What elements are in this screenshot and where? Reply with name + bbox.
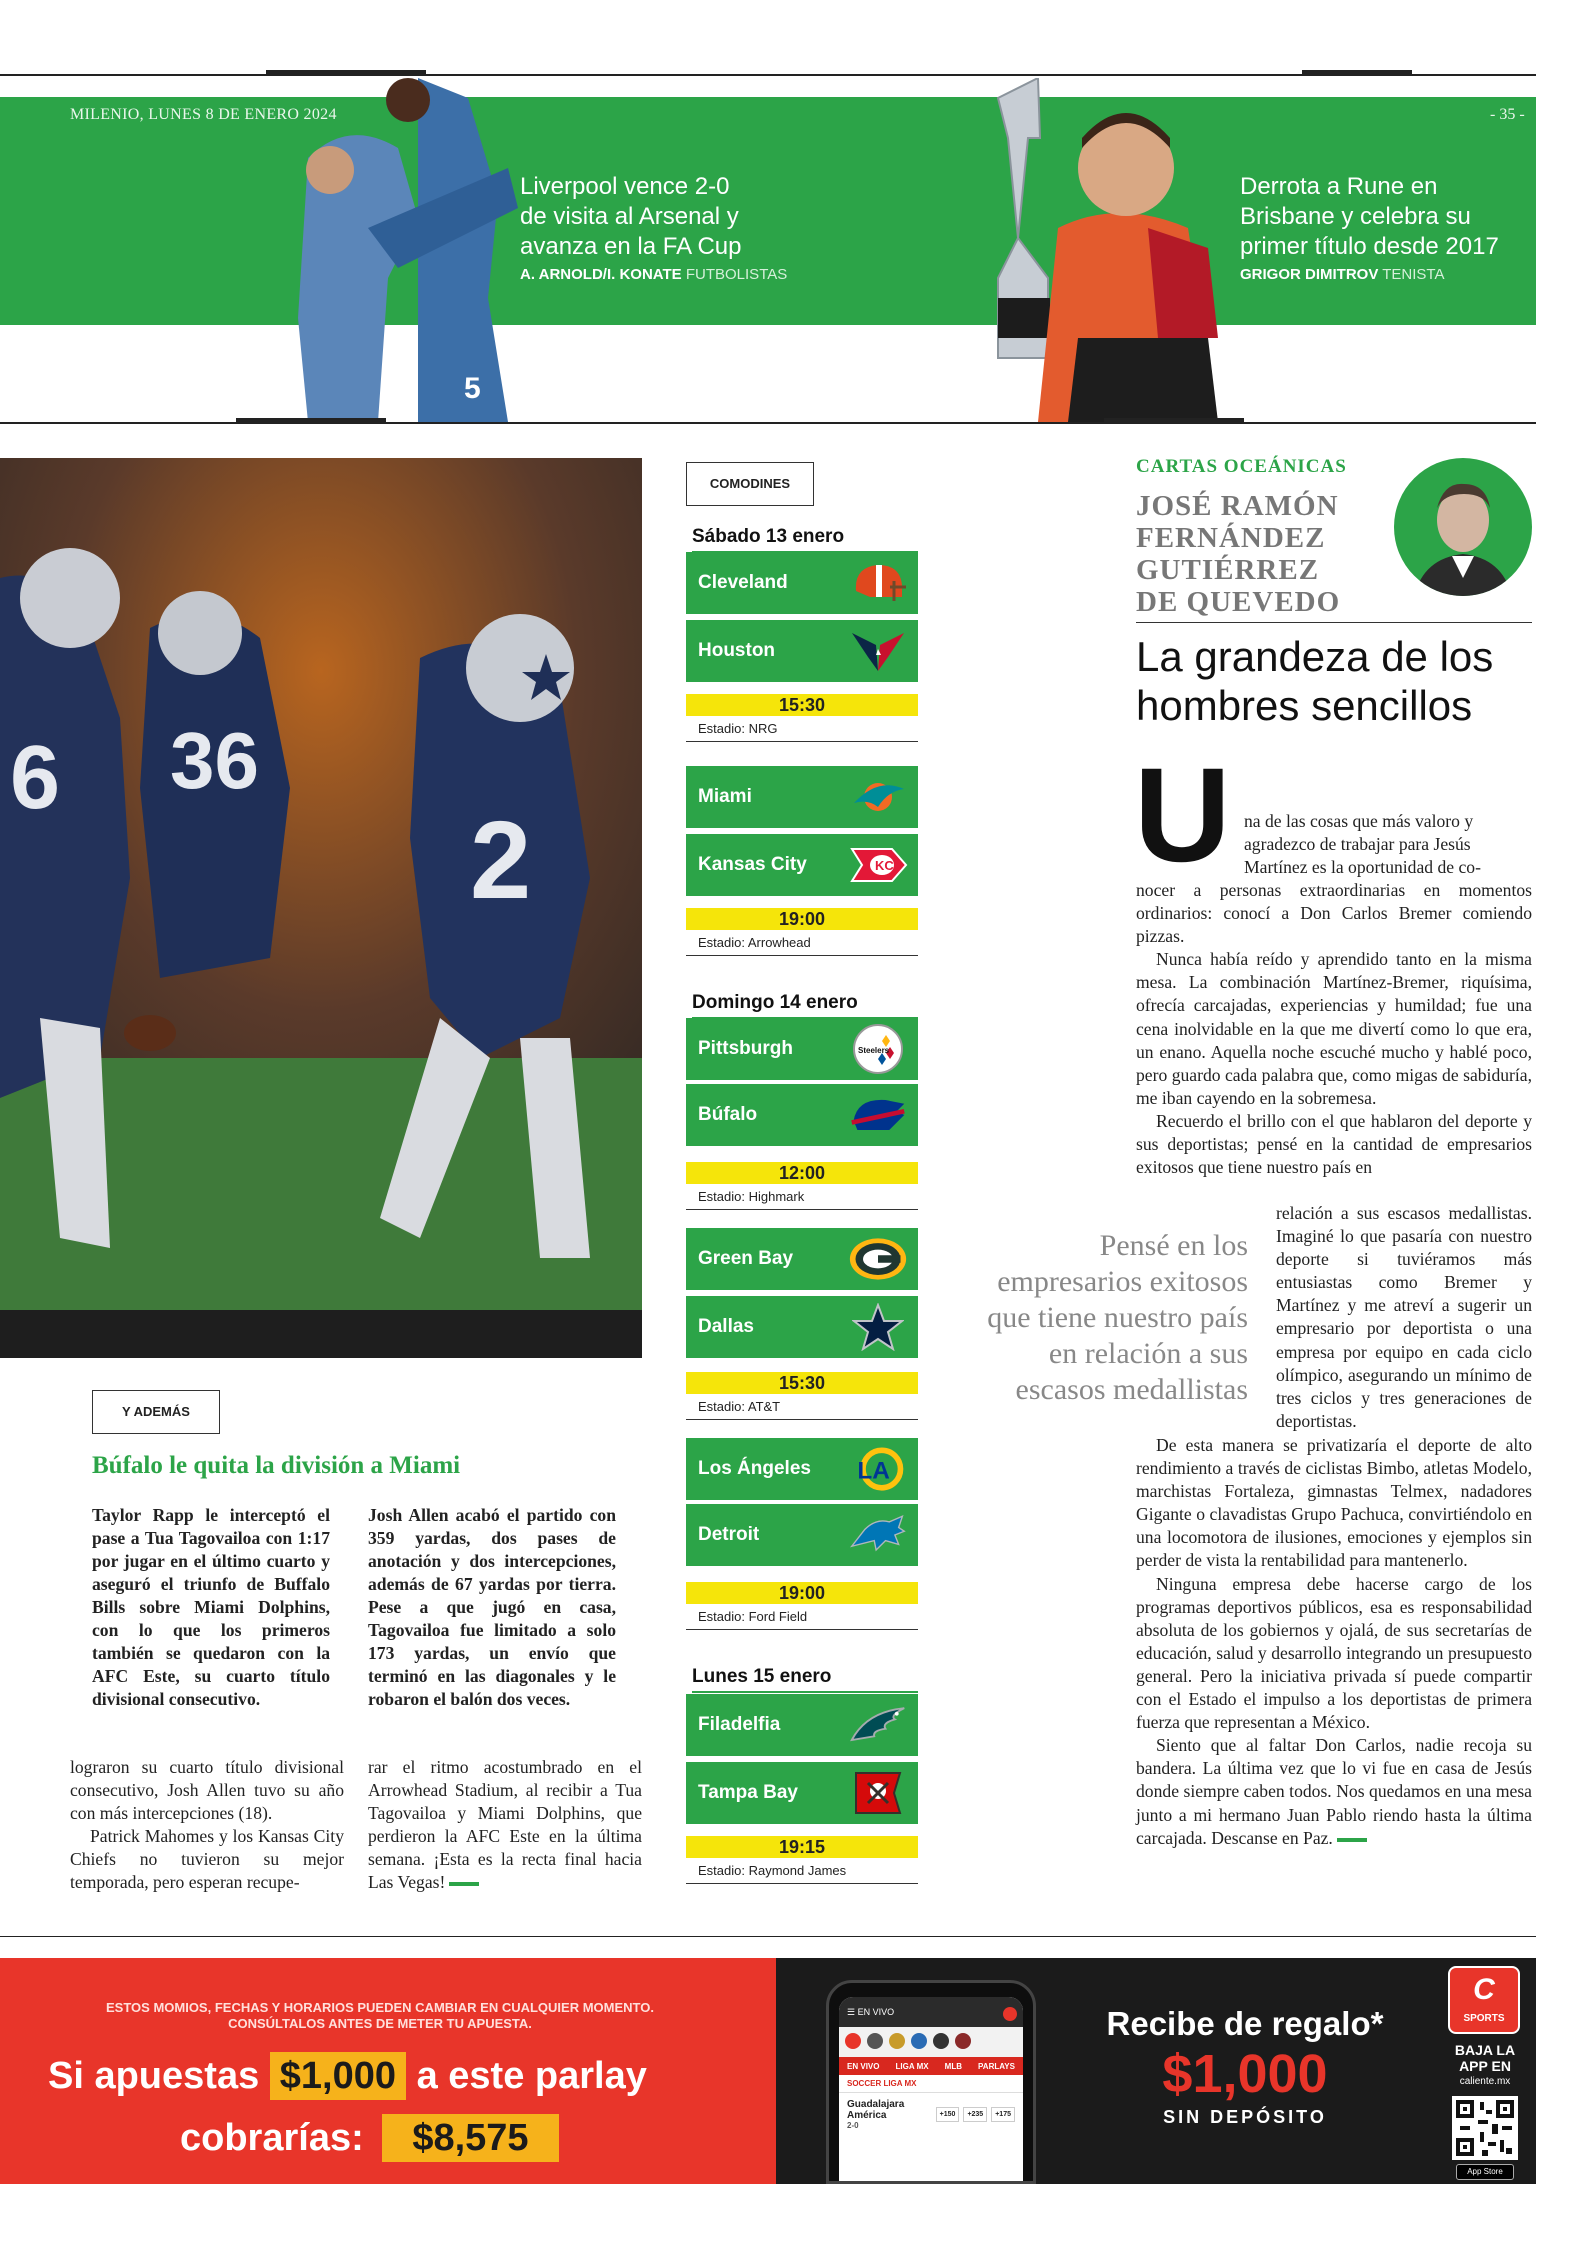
author-line: DE QUEVEDO <box>1136 586 1341 618</box>
sport-icon <box>955 2033 971 2049</box>
story1-headline-line: Liverpool vence 2-0 <box>520 173 730 200</box>
ad-offer-text: Si apuestas <box>48 2055 260 2097</box>
column-paragraph: nocer a personas extraordinarias en momentos ordinarios: conocí a Don Carlos Bremer comiendo pizzas. <box>1136 880 1532 947</box>
column-body-top <box>1136 879 1532 1179</box>
author-portrait <box>1394 458 1532 596</box>
day-header-saturday: Sábado 13 enero <box>692 526 918 553</box>
ad-offer-line1 <box>48 2052 647 2100</box>
story1-role: FUTBOLISTAS <box>685 266 788 283</box>
phone-match <box>839 2093 1023 2153</box>
team-name: Dallas <box>698 1316 754 1337</box>
column-title-line: hombres sencillos <box>1136 682 1473 729</box>
team-miami <box>686 766 918 828</box>
caliente-sports-logo[interactable] <box>1448 1966 1520 2034</box>
issue-date: MILENIO, LUNES 8 DE ENERO 2024 <box>70 106 337 123</box>
ad-offer-text: cobrarías: <box>180 2117 364 2159</box>
day-header-sunday: Domingo 14 enero <box>692 992 918 1019</box>
author-rule <box>1136 622 1532 623</box>
svg-text:2: 2 <box>470 799 532 922</box>
drop-cap: U <box>1134 741 1231 890</box>
team-name: Pittsburgh <box>698 1038 793 1059</box>
phone-tab: EN VIVO <box>847 2061 880 2071</box>
download-line: BAJA LA <box>1454 2042 1516 2058</box>
author-portrait-art <box>1394 458 1532 596</box>
header-bottom-rule <box>0 422 1536 424</box>
lead-line: agradezco de trabajar para Jesús <box>1244 834 1471 855</box>
svg-text:Steelers: Steelers <box>858 1046 890 1055</box>
story1-headline-line: avanza en la FA Cup <box>520 233 742 260</box>
team-name: Cleveland <box>698 572 788 593</box>
ad-payout-amount: $8,575 <box>382 2114 558 2162</box>
team-bufalo <box>686 1084 918 1146</box>
menu-icon: ☰ <box>847 2007 856 2017</box>
column-body-bottom <box>1136 1434 1532 1850</box>
cowboys-star-icon <box>848 1303 908 1351</box>
story2-names: GRIGOR DIMITROV <box>1240 266 1379 283</box>
chiefs-arrowhead-icon <box>848 841 908 889</box>
phone-tab: MLB <box>944 2061 962 2071</box>
lead-line: na de las cosas que más valoro y <box>1244 811 1474 831</box>
caliente-brand: SPORTS <box>1463 2013 1505 2024</box>
steelers-icon <box>848 1025 908 1073</box>
story1-headline-line: de visita al Arsenal y <box>520 203 739 230</box>
author-line: FERNÁNDEZ <box>1136 522 1326 554</box>
ad-gift-text: Recibe de regalo* <box>1106 2005 1384 2042</box>
svg-text:KC: KC <box>875 858 894 873</box>
ademas-body-paragraph: rar el ritmo acostumbrado en el Arrowhead Stadium, al recibir a Tua Tagovailoa y Miami Dolphins, que perdieron la AFC Este en la última semana. ¡Esta es la recta final hacia Las Vegas! <box>368 1757 642 1892</box>
column-paragraph: relación a sus escasos medallistas. Imaginé lo que pasaría con nuestro deporte si tuviéramos más entusiastas como Bremer y Martínez y me atreví a sugerir un empresario por deportista o una empresa por equipo en cada ciclo olímpico, asegurando un mínimo de tres ciclos y tres generaciones de deportistas. <box>1276 1203 1532 1431</box>
ademas-body-right <box>368 1756 642 1894</box>
story2-headline-line: primer título desde 2017 <box>1240 233 1499 260</box>
top-rule-accent <box>1302 70 1412 74</box>
column-paragraph: De esta manera se privatizaría el deporte de alto rendimiento a través de ciclistas Bimbo, atletas Modelo, marchistas Fortaleza, gimnastas Telmex, nadadores Gigante o clavadistas Grupo Pachuca, convirtiéndolo en una locomotora de ilusiones, emociones y ejemplos sin perder de vista la rentabilidad para mantenerlo. <box>1136 1435 1532 1571</box>
day-header-monday: Lunes 15 enero <box>692 1666 918 1693</box>
column-kicker: CARTAS OCEÁNICAS <box>1136 456 1347 477</box>
dimitrov-trophy-photo <box>978 78 1248 422</box>
story2-block <box>1240 172 1499 283</box>
cowboys-celebration-photo <box>0 458 642 1310</box>
game-time: 19:15 <box>686 1836 918 1858</box>
game-stadium: Estadio: Arrowhead <box>686 930 918 956</box>
svg-text:5: 5 <box>464 372 481 405</box>
phone-odds <box>936 2107 1015 2122</box>
ad-disclaimer <box>40 2000 720 2032</box>
team-tampa-bay <box>686 1762 918 1824</box>
ademas-body-paragraph: Patrick Mahomes y los Kansas City Chiefs no tuvieron su mejor temporada, pero esperan recupe- <box>70 1826 344 1892</box>
story2-headline-line: Derrota a Rune en <box>1240 173 1438 200</box>
author-line: JOSÉ RAMÓN <box>1136 490 1339 522</box>
ad-disclaimer-line: ESTOS MOMIOS, FECHAS Y HORARIOS PUEDEN CAMBIAR EN CUALQUIER MOMENTO. <box>106 2000 654 2015</box>
team-name: Filadelfia <box>698 1714 781 1735</box>
team-name: Tampa Bay <box>698 1782 798 1803</box>
top-rule-accent <box>266 70 426 74</box>
column-author <box>1136 490 1376 618</box>
column-paragraph <box>1136 1734 1532 1849</box>
game-time: 19:00 <box>686 908 918 930</box>
column-paragraph: Nunca había reído y aprendido tanto en la misma mesa. La combinación Martínez-Bremer, riquísima, ofrecía carcajadas, experiencias y humildad; fue una cena inolvidable en la que me divertí como lo que era, un enano. Aquella noche escuché mucho y hablé poco, pero guardo cada palabra que, como migas de sabiduría, me iban cayendo en la sobremesa. <box>1136 949 1532 1108</box>
qr-code-icon[interactable] <box>1452 2096 1518 2160</box>
header-rule-accent <box>236 418 386 422</box>
phone-team: América <box>847 2110 887 2121</box>
browns-helmet-icon <box>848 559 908 607</box>
team-houston <box>686 620 918 682</box>
top-rule <box>0 74 1536 76</box>
app-store-badge[interactable] <box>1456 2164 1514 2180</box>
sport-icon <box>911 2033 927 2049</box>
story1-block <box>520 172 787 283</box>
phone-tabs <box>839 2057 1023 2075</box>
ademas-title: Búfalo le quita la división a Miami <box>92 1452 461 1479</box>
column-paragraph: Recuerdo el brillo con el que hablaron del deporte y sus deportistas; pensé en la cantidad de empresarios exitosos que tiene nuestro país en <box>1136 1110 1532 1178</box>
pull-quote: Pensé en los empresarios exitosos que tiene nuestro país en relación a sus escasos medallistas <box>987 1229 1248 1406</box>
phone-tab: LIGA MX <box>895 2061 929 2071</box>
game-time: 19:00 <box>686 1582 918 1604</box>
team-green-bay <box>686 1228 918 1290</box>
column-lead-lines <box>1244 810 1532 879</box>
sport-icon <box>889 2033 905 2049</box>
game-stadium: Estadio: Ford Field <box>686 1604 918 1630</box>
buccaneers-flag-icon <box>848 1769 908 1817</box>
photo-caption-bar <box>0 1310 642 1358</box>
download-line: APP EN <box>1459 2058 1511 2074</box>
story1-names: A. ARNOLD/I. KONATE <box>520 266 682 283</box>
svg-text:6: 6 <box>10 728 61 828</box>
team-dallas <box>686 1296 918 1358</box>
texans-bull-icon <box>848 627 908 675</box>
ademas-lead-right: Josh Allen acabó el partido con 359 yardas, dos pases de anotación y dos intercepciones, además de 67 yardas por tierra. Pese a que jugó en casa, Tagovailoa fue limitado a solo 173 yardas, un envío que terminó en las diagonales y le robaron el balón dos veces. <box>368 1505 616 1709</box>
dolphins-icon <box>848 773 908 821</box>
lead-line: Martínez es la oportunidad de co- <box>1244 857 1481 878</box>
team-cleveland <box>686 552 918 614</box>
header-rule-accent <box>1104 418 1244 422</box>
phone-screen <box>839 1997 1023 2183</box>
ad-offer-line2 <box>180 2114 559 2162</box>
phone-status: EN VIVO <box>857 2007 895 2017</box>
ad-offer-text: a este parlay <box>416 2055 647 2097</box>
game-stadium: Estadio: NRG <box>686 716 918 742</box>
team-name: Houston <box>698 640 776 661</box>
sport-icon <box>933 2033 949 2049</box>
ad-gift-amount: $1,000 <box>1162 2044 1328 2104</box>
schedule-tag: COMODINES <box>686 462 814 506</box>
ademas-body-left <box>70 1756 344 1894</box>
phone-mockup <box>826 1980 1036 2184</box>
story2-role: TENISTA <box>1382 266 1445 283</box>
odds-button[interactable]: +175 <box>991 2107 1015 2122</box>
phone-topbar <box>839 1997 1023 2027</box>
ad-download-text <box>1444 2042 1526 2090</box>
game-stadium: Estadio: Raymond James <box>686 1858 918 1884</box>
store-label: App Store <box>1467 2167 1503 2176</box>
ad-gift-block <box>1060 2004 1430 2130</box>
team-kansas-city <box>686 834 918 896</box>
team-name: Detroit <box>698 1524 760 1545</box>
story2-byline <box>1240 266 1499 283</box>
bottom-rule <box>0 1936 1536 1937</box>
phone-tab: PARLAYS <box>978 2061 1015 2071</box>
bills-buffalo-icon <box>848 1091 908 1139</box>
caliente-c-icon: C <box>1473 1973 1495 2006</box>
team-name: Búfalo <box>698 1104 758 1125</box>
liverpool-players-photo <box>268 78 518 422</box>
column-title <box>1136 632 1536 730</box>
end-mark <box>1337 1838 1367 1842</box>
column-closing: Siento que al faltar Don Carlos, nadie recoja su bandera. La última vez que lo vi fue en casa de Jesús donde siempre caben todos. Nos quedamos en una mesa junto a mi hermano Juan Pablo riendo hasta la última carcajada. Descanse en Paz. <box>1136 1735 1532 1848</box>
phone-score: 2-0 <box>847 2121 859 2130</box>
game-stadium: Estadio: AT&T <box>686 1394 918 1420</box>
column-paragraph: Ninguna empresa debe hacerse cargo de los programas deportivos públicos, esa es responsabilidad absoluta de los gobiernos y ojalá, de sus secretarías de educación, salud y desarrollo integrando un presupuesto general. Pero la iniciativa privada sí puede compartir con el Estado el impulso a los deportistas de primera fuerza que representan a México. <box>1136 1573 1532 1733</box>
story2-headline-line: Brisbane y celebra su <box>1240 203 1471 230</box>
download-site: caliente.mx <box>1459 2076 1511 2087</box>
author-line: GUTIÉRREZ <box>1136 554 1320 586</box>
column-body-wrap <box>1276 1202 1532 1433</box>
ad-bet-amount: $1,000 <box>270 2052 406 2100</box>
column-title-line: La grandeza de los <box>1136 633 1494 680</box>
rams-la-icon <box>848 1445 908 1493</box>
game-time: 15:30 <box>686 694 918 716</box>
svg-text:LA: LA <box>857 1457 890 1485</box>
ad-disclaimer-line: CONSÚLTALOS ANTES DE METER TU APUESTA. <box>228 2016 532 2031</box>
team-pittsburgh <box>686 1018 918 1080</box>
ademas-lead-left: Taylor Rapp le interceptó el pase a Tua Tagovailoa con 1:17 por jugar en el último cuarto y aseguró el triunfo de Buffalo Bills sobre Miami Dolphins, con lo que los primeros también se quedaron con la AFC Este, su cuarto título divisional consecutivo. <box>92 1505 330 1709</box>
odds-button[interactable]: +150 <box>936 2107 960 2122</box>
ademas-tag: Y ADEMÁS <box>92 1390 220 1434</box>
end-mark <box>449 1882 479 1886</box>
team-name: Miami <box>698 786 752 807</box>
ademas-body-paragraph: lograron su cuarto título divisional consecutivo, Josh Allen tuvo su año con más intercepciones (18). <box>70 1757 344 1823</box>
ad-no-deposit: SIN DEPÓSITO <box>1163 2107 1327 2127</box>
cowboys-photo-art <box>0 458 642 1310</box>
page-number: - 35 - <box>1490 106 1525 123</box>
game-time: 12:00 <box>686 1162 918 1184</box>
team-detroit <box>686 1504 918 1566</box>
svg-text:36: 36 <box>170 716 259 805</box>
phone-sport-icons <box>839 2027 1023 2057</box>
caliente-logo-icon <box>1003 2007 1017 2021</box>
game-stadium: Estadio: Highmark <box>686 1184 918 1210</box>
team-name: Green Bay <box>698 1248 794 1269</box>
odds-button[interactable]: +235 <box>963 2107 987 2122</box>
lions-icon <box>848 1511 908 1559</box>
phone-league: SOCCER LIGA MX <box>839 2075 1023 2093</box>
team-name: Los Ángeles <box>698 1458 811 1479</box>
game-time: 15:30 <box>686 1372 918 1394</box>
sport-icon <box>845 2033 861 2049</box>
team-los-angeles <box>686 1438 918 1500</box>
story1-byline <box>520 266 787 283</box>
phone-team: Guadalajara <box>847 2099 905 2110</box>
eagles-icon <box>848 1701 908 1749</box>
team-name: Kansas City <box>698 854 807 875</box>
sport-icon <box>867 2033 883 2049</box>
team-filadelfia <box>686 1694 918 1756</box>
packers-g-icon <box>848 1235 908 1283</box>
